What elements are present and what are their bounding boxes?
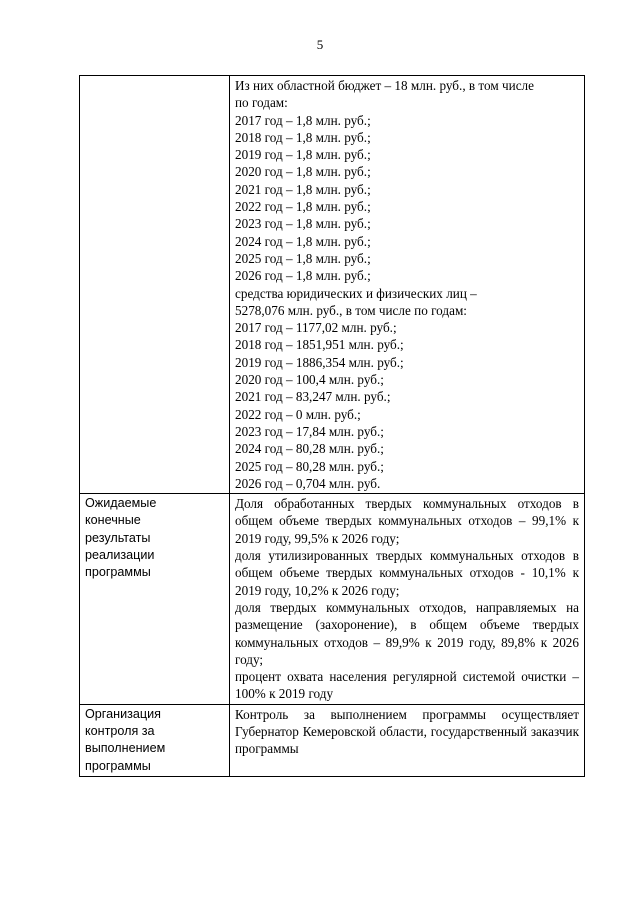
funding-line: 2023 год – 1,8 млн. руб.; [235, 216, 371, 232]
funding-line: 5278,076 млн. руб., в том числе по годам: [235, 302, 467, 318]
result-paragraph: доля твердых коммунальных отходов, направляемых на размещение (захоронение), в общем объеме твердых коммунальных отходов – 89,9% к 2019 году, 89,8% к 2026 году; [235, 599, 579, 667]
table-row-control [80, 704, 585, 776]
funding-line: 2024 год – 1,8 млн. руб.; [235, 233, 371, 249]
funding-line: 2019 год – 1,8 млн. руб.; [235, 147, 371, 163]
funding-line: 2021 год – 1,8 млн. руб.; [235, 181, 371, 197]
funding-line: 2017 год – 1177,02 млн. руб.; [235, 320, 397, 336]
expected-results-cell [230, 494, 585, 705]
result-paragraph: Доля обработанных твердых коммунальных отходов в общем объеме твердых коммунальных отходов – 99,1% к 2019 году, 99,5% к 2026 году; [235, 496, 579, 546]
row-label-line: Ожидаемые [85, 496, 157, 511]
result-paragraph: процент охвата населения регулярной системой очистки – 100% к 2019 году [235, 669, 579, 702]
funding-line: 2017 год – 1,8 млн. руб.; [235, 112, 371, 128]
funding-line: 2024 год – 80,28 млн. руб.; [235, 441, 384, 457]
program-passport-table [79, 75, 585, 777]
row-label-expected-results [80, 494, 230, 705]
table-row-expected-results [80, 494, 585, 705]
row-label-line: выполнением [85, 741, 166, 756]
funding-line: 2023 год – 17,84 млн. руб.; [235, 423, 384, 439]
funding-line: 2018 год – 1,8 млн. руб.; [235, 129, 371, 145]
control-cell [230, 704, 585, 776]
row-label-line: контроля за [85, 723, 155, 738]
funding-line: 2020 год – 1,8 млн. руб.; [235, 164, 371, 180]
row-label-line: программы [85, 565, 151, 580]
row-label-control [80, 704, 230, 776]
page-number: 5 [316, 37, 324, 52]
row-label-empty [80, 76, 230, 494]
row-label-line: реализации [85, 548, 155, 563]
funding-line: 2026 год – 1,8 млн. руб.; [235, 268, 371, 284]
row-label-line: результаты [85, 530, 151, 545]
funding-line: 2022 год – 0 млн. руб.; [235, 406, 361, 422]
funding-line: 2021 год – 83,247 млн. руб.; [235, 389, 391, 405]
row-label-line: Организация [85, 706, 161, 721]
funding-line: по годам: [235, 95, 288, 111]
result-paragraph: доля утилизированных твердых коммунальных отходов в общем объеме твердых коммунальных отходов - 10,1% к 2019 году, 10,2% к 2026 году; [235, 548, 579, 598]
funding-line: средства юридических и физических лиц – [235, 285, 477, 301]
funding-line: 2026 год – 0,704 млн. руб. [235, 475, 381, 491]
funding-details-cell [230, 76, 585, 494]
table-row-funding [80, 76, 585, 494]
funding-line: Из них областной бюджет – 18 млн. руб., в том числе [235, 78, 534, 93]
control-paragraph: Контроль за выполнением программы осуществляет Губернатор Кемеровской области, государственный заказчик программы [235, 706, 579, 757]
row-label-line: конечные [85, 513, 141, 528]
funding-line: 2020 год – 100,4 млн. руб.; [235, 372, 384, 388]
funding-line: 2025 год – 80,28 млн. руб.; [235, 458, 384, 474]
funding-line: 2018 год – 1851,951 млн. руб.; [235, 337, 404, 353]
row-label-line: программы [85, 758, 151, 773]
funding-line: 2019 год – 1886,354 млн. руб.; [235, 354, 404, 370]
funding-line: 2025 год – 1,8 млн. руб.; [235, 250, 371, 266]
funding-line: 2022 год – 1,8 млн. руб.; [235, 199, 371, 215]
